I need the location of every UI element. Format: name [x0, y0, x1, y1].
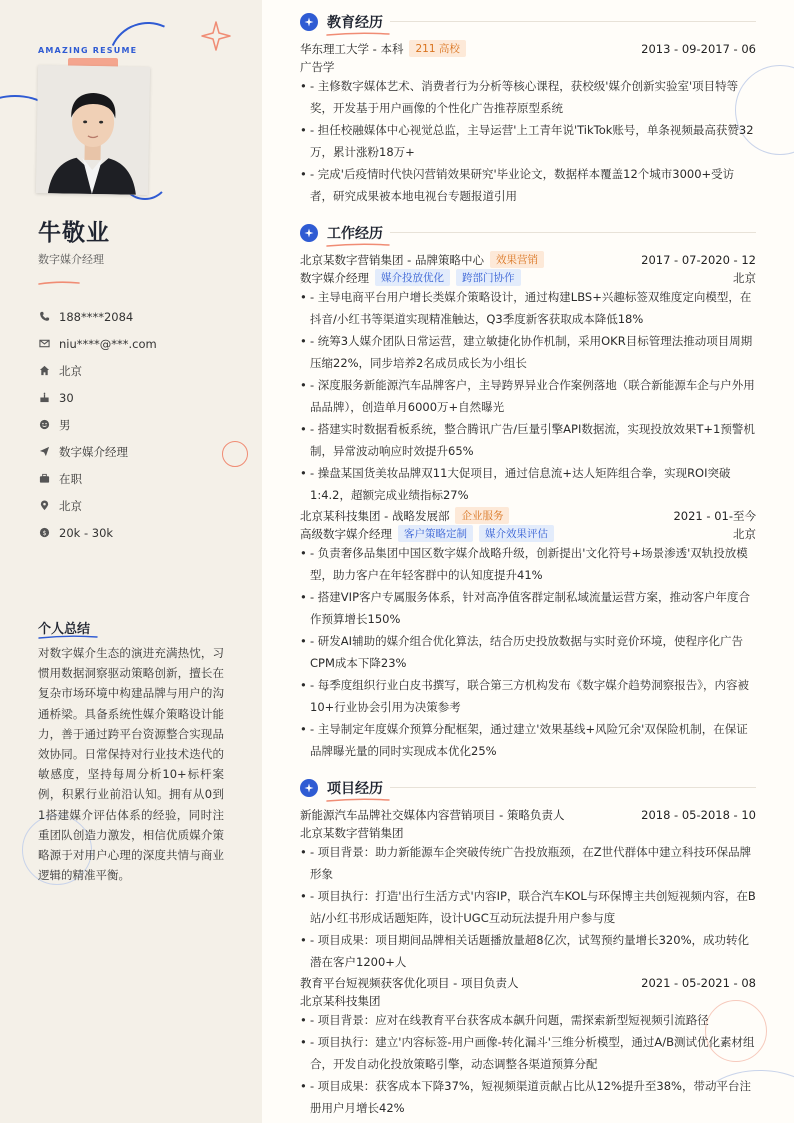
decorative-underline: [326, 241, 390, 249]
avatar: [36, 65, 150, 195]
info-phone: [38, 303, 157, 330]
list-item: • - 主修数字媒体艺术、消费者行为分析等核心课程，获校级'媒介创新实验室'项目特等奖，开发基于用户画像的个性化广告推荐原型系统: [300, 79, 739, 115]
personal-info-list: [38, 303, 157, 546]
sidebar: [0, 0, 262, 1123]
list-item: • - 项目背景：助力新能源车企突破传统广告投放瓶颈，在Z世代群体中建立科技环保品牌形象: [300, 845, 752, 881]
project-header-row: [300, 806, 756, 823]
project-org-row: [300, 824, 756, 841]
list-item: • - 项目执行：建立'内容标签-用户画像-转化漏斗'三维分析模型，通过A/B测试优化素材组合，开发自动化投放策略引擎，动态调整各渠道预算分配: [300, 1035, 755, 1071]
section-title: 教育经历: [327, 15, 383, 31]
education-major-row: [300, 58, 756, 75]
education-period: 2013 - 09-2017 - 06: [641, 41, 756, 56]
job-period: 2017 - 07-2020 - 12: [641, 252, 756, 267]
summary-heading: 个人总结: [38, 622, 91, 637]
project-period: 2018 - 05-2018 - 10: [641, 807, 756, 822]
job-header-row: [300, 507, 756, 524]
salary-value: 20k - 30k: [59, 525, 114, 540]
project-org-row: [300, 992, 756, 1009]
person-name: 牛敬业: [38, 220, 110, 246]
project-header-row: [300, 974, 756, 991]
section-divider: [390, 21, 756, 22]
job-city: 北京: [733, 270, 756, 285]
list-item: • - 项目背景：应对在线教育平台获客成本飙升问题，需探索新型短视频引流路径: [300, 1013, 709, 1027]
list-item: • - 深度服务新能源汽车品牌客户，主导跨界异业合作案例落地（联合新能源车企与户外用品品牌），创造单月6000万+自然曝光: [300, 378, 755, 414]
section-divider: [390, 787, 756, 788]
list-item: • - 统筹3人媒介团队日常运营，建立敏捷化协作机制，采用OKR目标管理法推动项目周期压缩22%，同步培养2名成员成长为小组长: [300, 334, 753, 370]
home-icon: [38, 365, 50, 377]
sparkle-badge-icon: [300, 13, 318, 31]
smile-icon: [38, 419, 50, 431]
list-item: • - 主导制定年度媒介预算分配框架，通过建立'效果基线+风险冗余'双保险机制，在保证品牌曝光量的同时实现成本优化25%: [300, 722, 748, 758]
status-value: 在职: [59, 471, 82, 486]
email-value: niu****@***.com: [59, 336, 157, 351]
info-gender: [38, 411, 157, 438]
list-item: • - 担任校融媒体中心视觉总监，主导运营'上工青年说'TikTok账号，单条视频最高获赞32万，累计涨粉18万+: [300, 123, 754, 159]
project-period: 2021 - 05-2021 - 08: [641, 975, 756, 990]
industry-tag: 企业服务: [455, 507, 509, 524]
info-location: [38, 492, 157, 519]
work-section-header: [300, 223, 383, 243]
age-value: 30: [59, 390, 74, 405]
job-header-row: [300, 251, 756, 268]
brand-text: AMAZING RESUME: [38, 46, 138, 55]
info-email: [38, 330, 157, 357]
skill-tag: 客户策略定制: [398, 525, 473, 542]
job-title: 数字媒介经理: [38, 253, 104, 266]
project-name: 教育平台短视频获客优化项目 - 项目负责人: [300, 975, 519, 990]
list-item: • - 主导电商平台用户增长类媒介策略设计，通过构建LBS+兴趣标签双维度定向模型，在抖音/小红书等渠道实现精准触达，Q3季度新客获取成本降低18%: [300, 290, 752, 326]
sparkle-icon: [200, 20, 232, 52]
position: 高级数字媒介经理: [300, 526, 392, 541]
svg-text:$: $: [41, 528, 47, 537]
cake-icon: [38, 392, 50, 404]
company-name: 北京某数字营销集团 - 品牌策略中心: [300, 252, 484, 267]
major: 广告学: [300, 59, 335, 74]
briefcase-icon: [38, 473, 50, 485]
skill-tag: 媒介效果评估: [479, 525, 554, 542]
sparkle-badge-icon: [300, 779, 318, 797]
list-item: • - 搭建VIP客户专属服务体系，针对高净值客群定制私域流量运营方案，推动客户年度合作预算增长150%: [300, 590, 750, 626]
send-icon: [38, 446, 50, 458]
info-home: [38, 357, 157, 384]
phone-value: 188****2084: [59, 309, 134, 324]
industry-tag: 效果营销: [490, 251, 544, 268]
list-item: • - 完成'后疫情时代快闪营销效果研究'毕业论文，数据样本覆盖12个城市3000+受访者，研究成果被本地电视台专题报道引用: [300, 167, 735, 203]
skill-tag: 媒介投放优化: [375, 269, 450, 286]
decorative-underline: [38, 633, 98, 641]
section-title: 项目经历: [327, 781, 383, 797]
decorative-circle: [222, 441, 248, 467]
location-value: 北京: [59, 498, 82, 513]
sparkle-badge-icon: [300, 224, 318, 242]
info-salary: [38, 519, 157, 546]
mail-icon: [38, 338, 50, 350]
list-item: • - 项目成果：获客成本下降37%，短视频渠道贡献占比从12%提升至38%，带动平台注册用户月增长42%: [300, 1079, 751, 1115]
list-item: • - 项目成果：项目期间品牌相关话题播放量超8亿次，试驾预约量增长320%，成功转化潜在客户1200+人: [300, 933, 749, 969]
gender-value: 男: [59, 417, 71, 432]
section-title: 工作经历: [327, 226, 383, 242]
education-header-row: [300, 40, 756, 57]
info-age: [38, 384, 157, 411]
info-status: [38, 465, 157, 492]
target-position-value: 数字媒介经理: [59, 444, 128, 459]
list-item: • - 搭建实时数据看板系统，整合腾讯广告/巨量引擎API数据流，实现投放效果T+1预警机制，异常波动响应时效提升65%: [300, 422, 755, 458]
list-item: • - 研发AI辅助的媒介组合优化算法，结合历史投放数据与实时竞价环境，使程序化广告CPM成本下降23%: [300, 634, 744, 670]
skill-tag: 跨部门协作: [456, 269, 521, 286]
info-target-position: [38, 438, 157, 465]
list-item: • - 每季度组织行业白皮书撰写，联合第三方机构发布《数字媒介趋势洞察报告》，内容被10+行业协会引用为决策参考: [300, 678, 750, 714]
decorative-underline: [326, 30, 390, 38]
list-item: • - 操盘某国货美妆品牌双11大促项目，通过信息流+达人矩阵组合拳，实现ROI突破1:4.2，超额完成业绩指标27%: [300, 466, 731, 502]
summary-text: 对数字媒介生态的演进充满热忱，习惯用数据洞察驱动策略创新，擅长在复杂市场环境中构建品牌与用户的沟通桥梁。具备系统性媒介策略设计能力，善于通过跨平台资源整合实现品效协同。日常保持对行业技术迭代的敏感度，坚持每周分析10+标杆案例，积累行业前沿认知。拥有从0到1搭建媒介评估体系的经验，同时注重团队创造力激发，相信优质媒介策略源于对用户心理的深度共情与商业逻辑的精准平衡。: [38, 646, 224, 883]
job-position-row: [300, 525, 756, 542]
job-period: 2021 - 01-至今: [673, 508, 756, 523]
school-tag: 211 高校: [409, 40, 465, 57]
list-item: • - 负责奢侈品集团中国区数字媒介战略升级，创新提出'文化符号+场景渗透'双轨投放模型，助力客户在年轻客群中的认知度提升41%: [300, 546, 748, 582]
position: 数字媒介经理: [300, 270, 369, 285]
decorative-underline: [326, 796, 390, 804]
company-name: 北京某科技集团 - 战略发展部: [300, 508, 450, 523]
home-value: 北京: [59, 363, 82, 378]
job-position-row: [300, 269, 756, 286]
list-item: • - 项目执行：打造'出行生活方式'内容IP，联合汽车KOL与环保博主共创短视频内容，在B站/小红书形成话题矩阵，设计UGC互动玩法提升用户参与度: [300, 889, 756, 925]
project-org: 北京某数字营销集团: [300, 825, 404, 840]
projects-section-header: [300, 778, 383, 798]
project-org: 北京某科技集团: [300, 993, 381, 1008]
education-section-header: [300, 12, 383, 32]
salary-icon: [38, 527, 50, 539]
phone-icon: [38, 311, 50, 323]
section-divider: [390, 232, 756, 233]
project-name: 新能源汽车品牌社交媒体内容营销项目 - 策略负责人: [300, 807, 565, 822]
location-pin-icon: [38, 500, 50, 512]
job-city: 北京: [733, 526, 756, 541]
decorative-underline: [38, 278, 80, 288]
school-name: 华东理工大学 - 本科: [300, 41, 404, 56]
